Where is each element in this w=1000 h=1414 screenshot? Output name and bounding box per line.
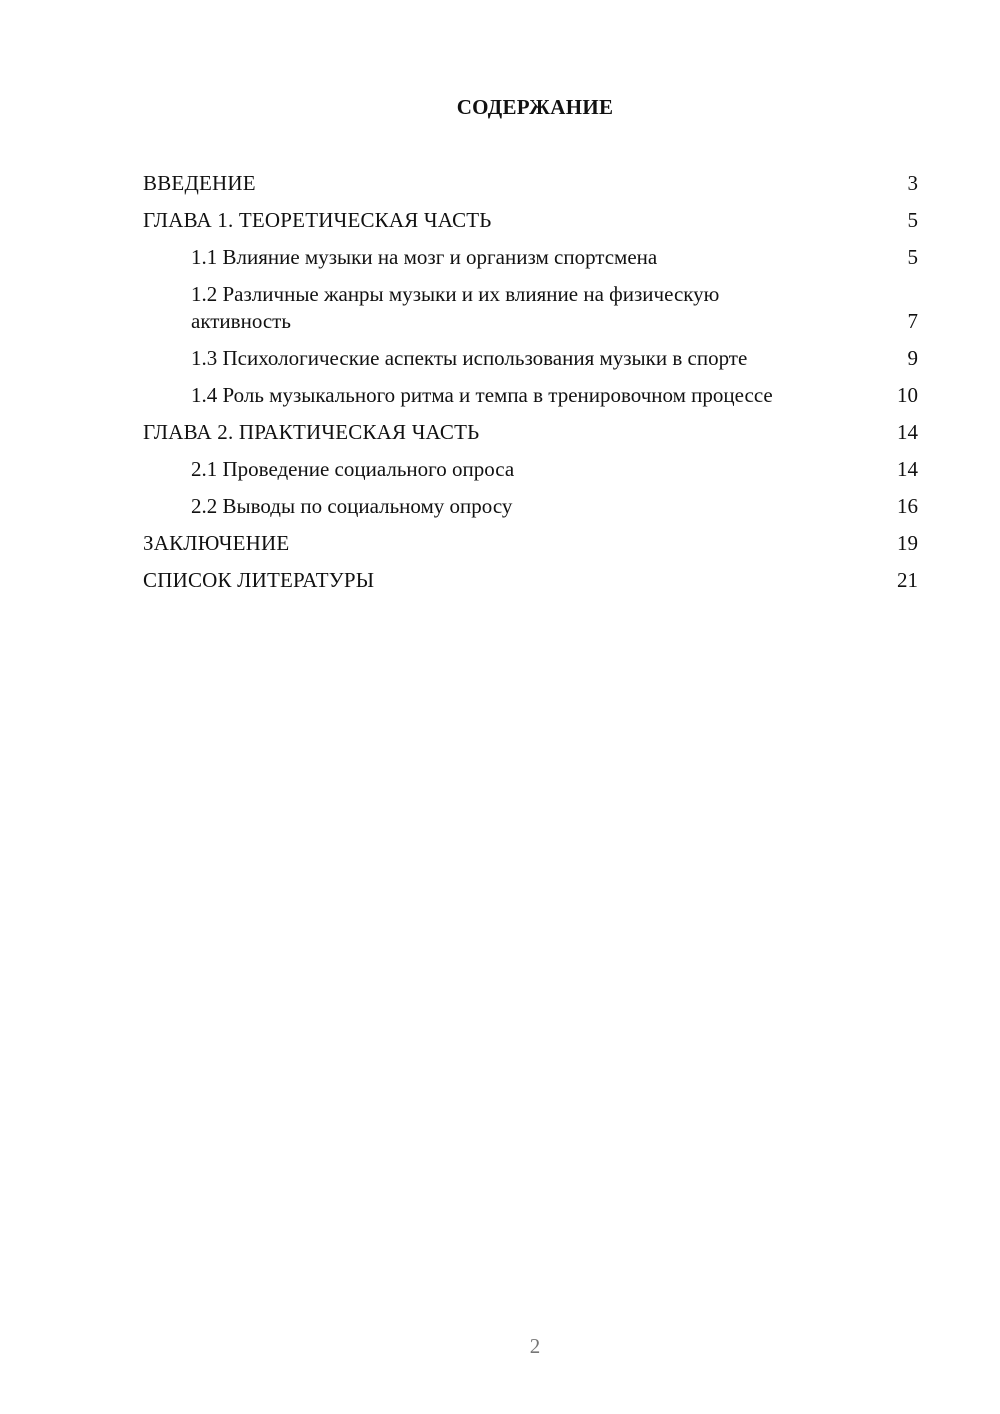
toc-entry-page: 10 [897,383,918,407]
toc-title: СОДЕРЖАНИЕ [456,95,614,119]
toc-entry-text: 1.2 Различные жанры музыки и их влияние на физическую активность [191,282,720,333]
toc-entry-section-1-2 [143,281,918,335]
toc-entry-page: 7 [907,309,918,333]
toc-entry-conclusion [143,530,918,557]
toc-entry-text: ЗАКЛЮЧЕНИЕ [143,531,290,555]
toc-entry-text: СПИСОК ЛИТЕРАТУРЫ [143,568,375,592]
table-of-contents [143,170,918,604]
toc-entry-text: ГЛАВА 2. ПРАКТИЧЕСКАЯ ЧАСТЬ [143,420,480,444]
toc-entry-references [143,567,918,594]
toc-entry-section-2-1 [143,456,918,483]
toc-entry-page: 5 [907,245,918,269]
toc-entry-text: ГЛАВА 1. ТЕОРЕТИЧЕСКАЯ ЧАСТЬ [143,208,492,232]
toc-entry-page: 9 [907,346,918,370]
toc-entry-text: 1.3 Психологические аспекты использования музыки в спорте [191,346,748,370]
toc-entry-chapter-1 [143,207,918,234]
toc-entry-text: 2.2 Выводы по социальному опросу [191,494,513,518]
toc-entry-introduction [143,170,918,197]
toc-entry-page: 14 [897,457,918,481]
toc-entry-text: ВВЕДЕНИЕ [143,171,256,195]
toc-entry-text: 1.1 Влияние музыки на мозг и организм спортсмена [191,245,658,269]
toc-entry-section-2-2 [143,493,918,520]
page-number: 2 [529,1334,541,1358]
toc-entry-text: 2.1 Проведение социального опроса [191,457,515,481]
toc-entry-text: 1.4 Роль музыкального ритма и темпа в тренировочном процессе [191,383,773,407]
toc-entry-page: 19 [897,531,918,555]
toc-entry-page: 16 [897,494,918,518]
toc-entry-section-1-3 [143,345,918,372]
toc-entry-page: 14 [897,420,918,444]
toc-entry-page: 21 [897,568,918,592]
toc-entry-page: 5 [907,208,918,232]
toc-entry-chapter-2 [143,419,918,446]
toc-entry-section-1-4 [143,382,918,409]
toc-entry-page: 3 [907,171,918,195]
toc-entry-section-1-1 [143,244,918,271]
